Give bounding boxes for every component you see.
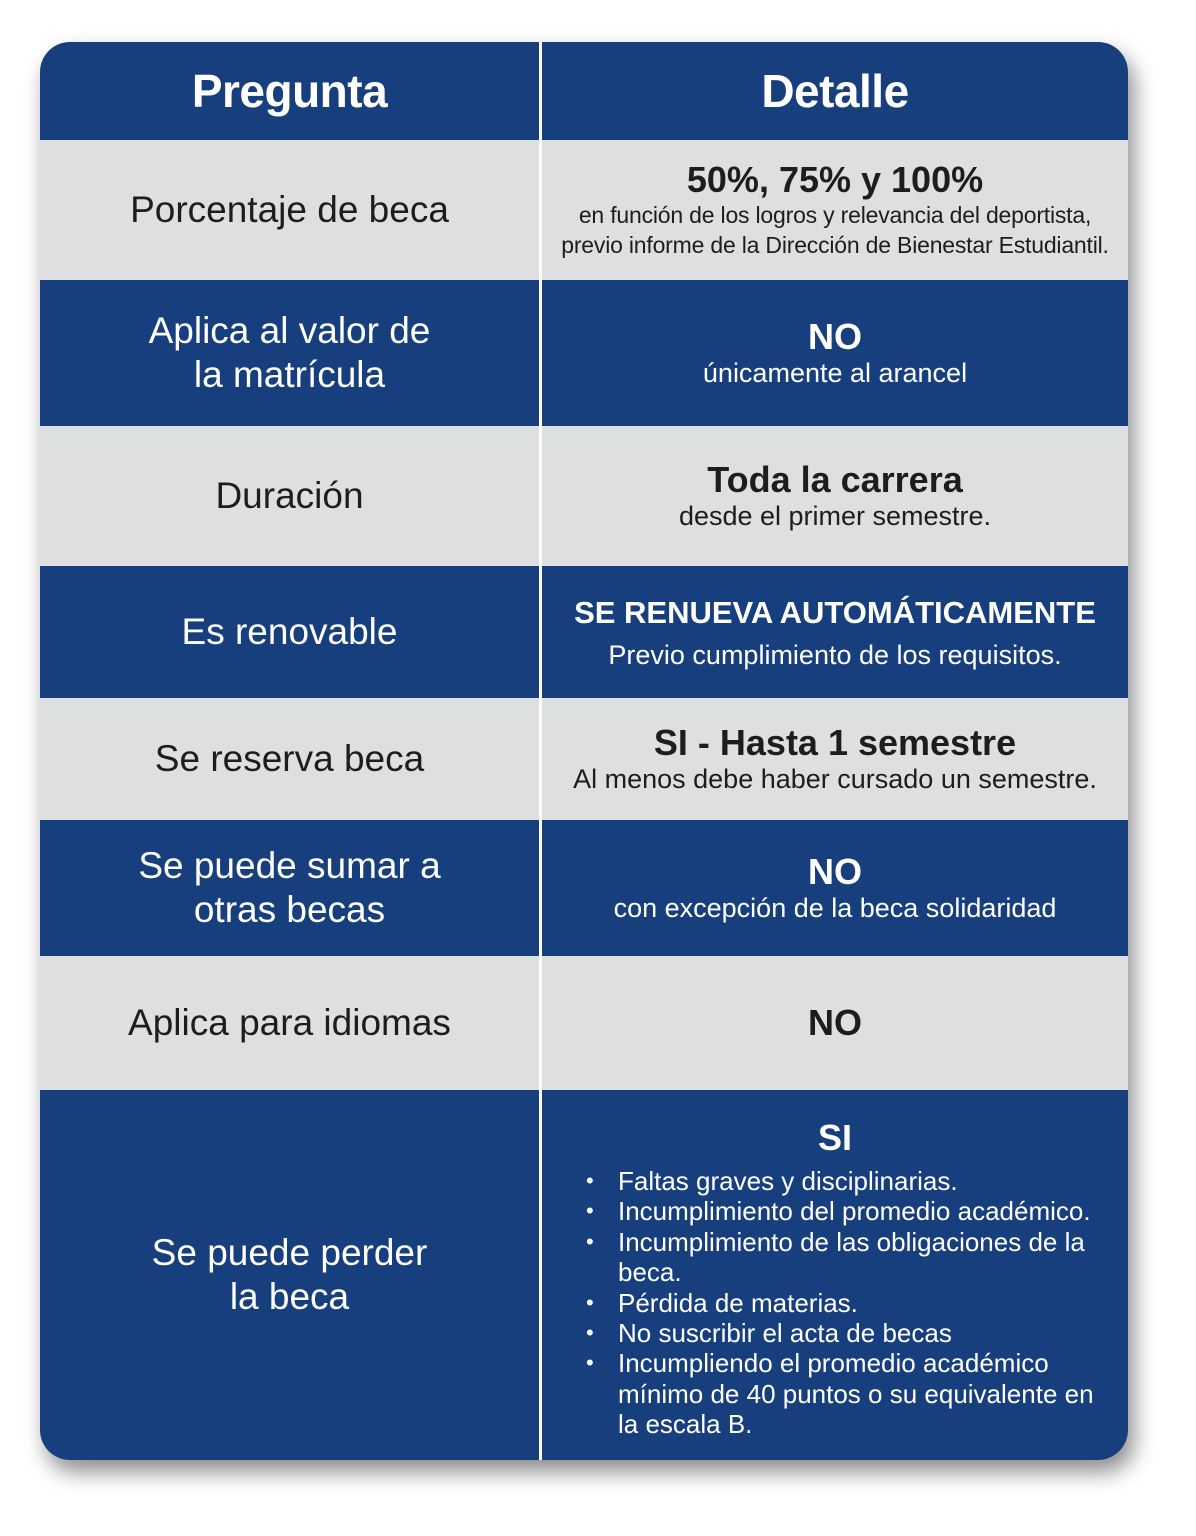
table-row <box>40 280 1128 426</box>
answer-cell <box>542 820 1128 956</box>
answer-title: Toda la carrera <box>707 459 963 500</box>
reasons-list <box>548 1166 1122 1440</box>
bullet-icon: • <box>586 1198 594 1224</box>
list-item: • Faltas graves y disciplinarias. <box>586 1166 958 1196</box>
answer-subtitle: con excepción de la beca solidaridad <box>613 893 1057 923</box>
question-text: Porcentaje de beca <box>130 189 449 230</box>
answer-title: NO <box>808 316 862 357</box>
list-item: • Pérdida de materias. <box>586 1287 858 1318</box>
table-row <box>40 956 1128 1090</box>
question-text: Duración <box>215 475 364 516</box>
answer-subtitle: en función de los logros y relevancia del deportista, previo informe de la Dirección de Bienestar Estudiantil. <box>561 202 1109 258</box>
answer-cell <box>542 280 1128 426</box>
answer-subtitle: Previo cumplimiento de los requisitos. <box>608 640 1062 670</box>
answer-subtitle: desde el primer semestre. <box>678 501 992 531</box>
answer-title: SI <box>817 1117 852 1158</box>
answer-cell <box>542 140 1128 280</box>
bullet-icon: • <box>586 1320 594 1346</box>
scholarship-table <box>40 42 1128 1460</box>
table-row <box>40 820 1128 956</box>
answer-cell <box>542 956 1128 1090</box>
answer-cell <box>542 426 1128 566</box>
bullet-icon: • <box>586 1350 594 1376</box>
question-cell <box>40 820 539 956</box>
table-row <box>40 566 1128 698</box>
question-text: Es renovable <box>181 611 398 652</box>
header-detalle: Detalle <box>761 65 909 117</box>
answer-cell <box>542 698 1128 820</box>
question-text: Aplica para idiomas <box>128 1002 451 1043</box>
table-row <box>40 1090 1128 1460</box>
question-text: Aplica al valor de la matrícula <box>148 310 431 395</box>
answer-title: SI - Hasta 1 semestre <box>653 722 1017 763</box>
answer-cell <box>542 1090 1128 1460</box>
header-cell-detalle <box>542 42 1128 140</box>
question-cell <box>40 566 539 698</box>
list-item: • Incumpliendo el promedio académico mínimo de 40 puntos o su equivalente en la escala B. <box>586 1348 1094 1440</box>
table-row <box>40 698 1128 820</box>
question-cell <box>40 956 539 1090</box>
question-cell <box>40 698 539 820</box>
bullet-icon: • <box>586 1168 594 1193</box>
bullet-icon: • <box>586 1289 594 1315</box>
table-header <box>40 42 1128 140</box>
question-cell <box>40 426 539 566</box>
answer-title: SE RENUEVA AUTOMÁTICAMENTE <box>574 595 1096 630</box>
table-row <box>40 140 1128 280</box>
header-pregunta: Pregunta <box>191 65 388 117</box>
answer-cell <box>542 566 1128 698</box>
header-cell-pregunta <box>40 42 539 140</box>
answer-subtitle: únicamente al arancel <box>702 358 968 388</box>
list-item: • No suscribir el acta de becas <box>586 1318 952 1349</box>
table-row <box>40 426 1128 566</box>
answer-title: NO <box>808 1002 862 1043</box>
question-cell <box>40 1090 539 1460</box>
question-cell <box>40 280 539 426</box>
list-item: • Incumplimiento de las obligaciones de la beca. <box>586 1226 1085 1288</box>
question-text: Se reserva beca <box>154 738 425 779</box>
question-text: Se puede perder la beca <box>151 1232 428 1317</box>
bullet-icon: • <box>586 1228 594 1254</box>
list-item: • Incumplimiento del promedio académico. <box>586 1196 1091 1227</box>
question-text: Se puede sumar a otras becas <box>138 845 441 930</box>
answer-title: 50%, 75% y 100% <box>686 159 984 200</box>
question-cell <box>40 140 539 280</box>
answer-title: NO <box>808 851 862 892</box>
answer-subtitle: Al menos debe haber cursado un semestre. <box>573 764 1097 794</box>
